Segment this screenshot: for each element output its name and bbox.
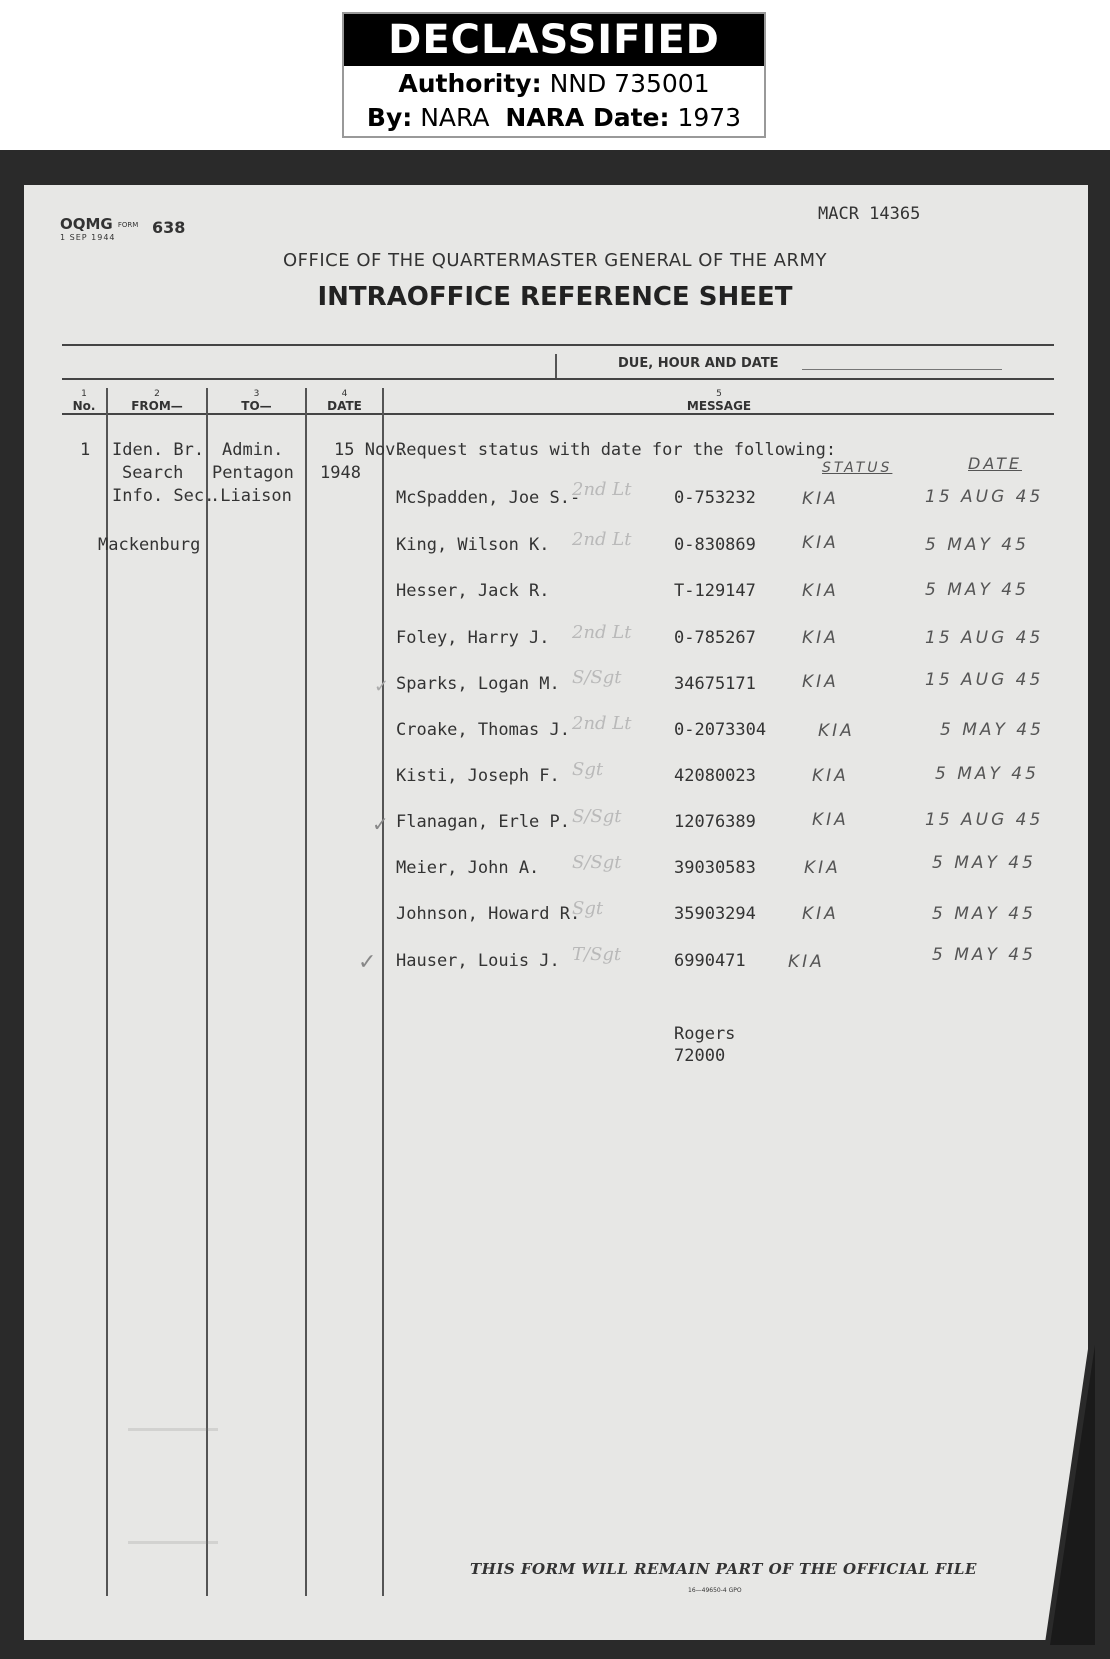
person-name: Hauser, Louis J. [396,951,560,971]
due-blank [802,369,1002,370]
col-header-date: 4 DATE [327,389,362,413]
person-date: 5 MAY 45 [925,535,1029,555]
person-serial: T-129147 [674,581,756,601]
person-status: KIA [802,904,839,924]
to-line-2: Pentagon [212,463,294,483]
form-number: 638 [152,218,186,237]
signature-ext: 72000 [674,1046,726,1066]
due-divider [555,354,557,378]
person-status: KIA [802,672,839,692]
col-header-message: 5 MESSAGE [686,389,752,413]
col-line-4 [382,388,384,1596]
rule-header [62,413,1054,415]
person-rank: 2nd Lt [572,713,632,734]
col-header-from: 2 FROM— [131,389,183,413]
person-serial: 42080023 [674,766,756,786]
person-name: Sparks, Logan M. [396,674,560,694]
person-name: Kisti, Joseph F. [396,766,560,786]
person-date: 5 MAY 45 [932,853,1036,873]
sheet-title: INTRAOFFICE REFERENCE SHEET [317,282,793,312]
person-status: KIA [818,721,855,741]
form-identifier [60,214,138,242]
person-date: 5 MAY 45 [932,904,1036,924]
person-date: 5 MAY 45 [940,720,1044,740]
person-rank: 2nd Lt [572,622,632,643]
person-date: 15 AUG 45 [925,810,1044,830]
entry-number: 1 [80,440,91,460]
person-name: Foley, Harry J. [396,628,550,648]
person-rank: 2nd Lt [572,529,632,550]
due-label: DUE, HOUR AND DATE [618,356,779,371]
person-date: 5 MAY 45 [935,764,1039,784]
col-header-no: 1 No. [72,389,96,413]
person-serial: 0-830869 [674,535,756,555]
nara-date-label: NARA Date: [505,103,670,132]
person-status: KIA [812,766,849,786]
person-name: Croake, Thomas J. [396,720,570,740]
person-status: KIA [802,581,839,601]
status-header: STATUS [822,460,893,476]
from-line-3: Info. Sec. [112,486,215,506]
person-status: KIA [804,858,841,878]
to-line-1: Admin. [222,440,284,460]
person-serial: 39030583 [674,858,756,878]
faded-received-stamp [128,1428,218,1544]
footer-code: 16—49650-4 GPO [688,1587,742,1594]
person-rank: T/Sgt [572,944,622,965]
office-heading: OFFICE OF THE QUARTERMASTER GENERAL OF THE ARMY [282,250,828,271]
signature-name: Rogers [674,1024,736,1044]
person-rank: S/Sgt [572,667,622,688]
person-name: King, Wilson K. [396,535,550,555]
person-status: KIA [802,628,839,648]
person-rank: S/Sgt [572,852,622,873]
person-name: Meier, John A. [396,858,540,878]
person-date: 15 AUG 45 [925,487,1044,507]
footer-notice: THIS FORM WILL REMAIN PART OF THE OFFICIAL FILE [470,1560,977,1578]
person-date: 5 MAY 45 [925,580,1029,600]
form-org: OQMG [60,215,113,233]
person-serial: 35903294 [674,904,756,924]
person-status: KIA [802,489,839,509]
macr-number: MACR 14365 [818,204,921,224]
person-status: KIA [802,533,839,553]
authority-value: NND 735001 [549,69,710,98]
by-label: By: [366,103,413,132]
person-rank: 2nd Lt [572,479,632,500]
person-name: Flanagan, Erle P. [396,812,570,832]
from-line-2: Search [122,463,184,483]
col-header-to: 3 TO— [241,389,272,413]
date-line-1: 15 Nov. [334,440,406,460]
person-date: 15 AUG 45 [925,628,1044,648]
check-mark-icon: ✓ [358,950,377,975]
person-status: KIA [788,952,825,972]
person-serial: 34675171 [674,674,756,694]
declassified-stamp [342,12,766,138]
col-line-3 [305,388,307,1596]
form-date: 1 SEP 1944 [60,233,116,242]
person-rank: Sgt [572,759,604,780]
rule-due [62,378,1054,380]
nara-date-value: 1973 [677,103,742,132]
from-line-1: Iden. Br. [112,440,205,460]
by-value: NARA [420,103,490,132]
form-word: FORM [117,221,139,229]
to-line-3: .Liaison [210,486,292,506]
person-serial: 6990471 [674,951,746,971]
stamp-title: DECLASSIFIED [344,14,764,66]
check-mark-icon: ✓ [372,812,389,836]
person-serial: 0-2073304 [674,720,767,740]
person-serial: 0-753232 [674,488,756,508]
col-line-2 [206,388,208,1596]
date-header: DATE [968,454,1022,473]
authority-label: Authority: [398,69,542,98]
person-rank: S/Sgt [572,806,622,827]
person-serial: 0-785267 [674,628,756,648]
person-name: Hesser, Jack R. [396,581,550,601]
stamp-by-line [344,102,764,134]
col-line-1 [106,388,108,1596]
person-status: KIA [812,810,849,830]
person-name: McSpadden, Joe S.- [396,488,581,508]
person-date: 5 MAY 45 [932,945,1036,965]
person-date: 15 AUG 45 [925,670,1044,690]
person-rank: Sgt [572,898,604,919]
message-text: Request status with date for the following: [396,440,837,460]
person-serial: 12076389 [674,812,756,832]
clerk-name: Mackenburg [98,535,201,555]
date-line-2: 1948 [320,463,361,483]
person-name: Johnson, Howard R. [396,904,581,924]
check-mark-icon: ✓ [374,676,390,697]
rule-top [62,344,1054,346]
stamp-authority [344,68,764,100]
